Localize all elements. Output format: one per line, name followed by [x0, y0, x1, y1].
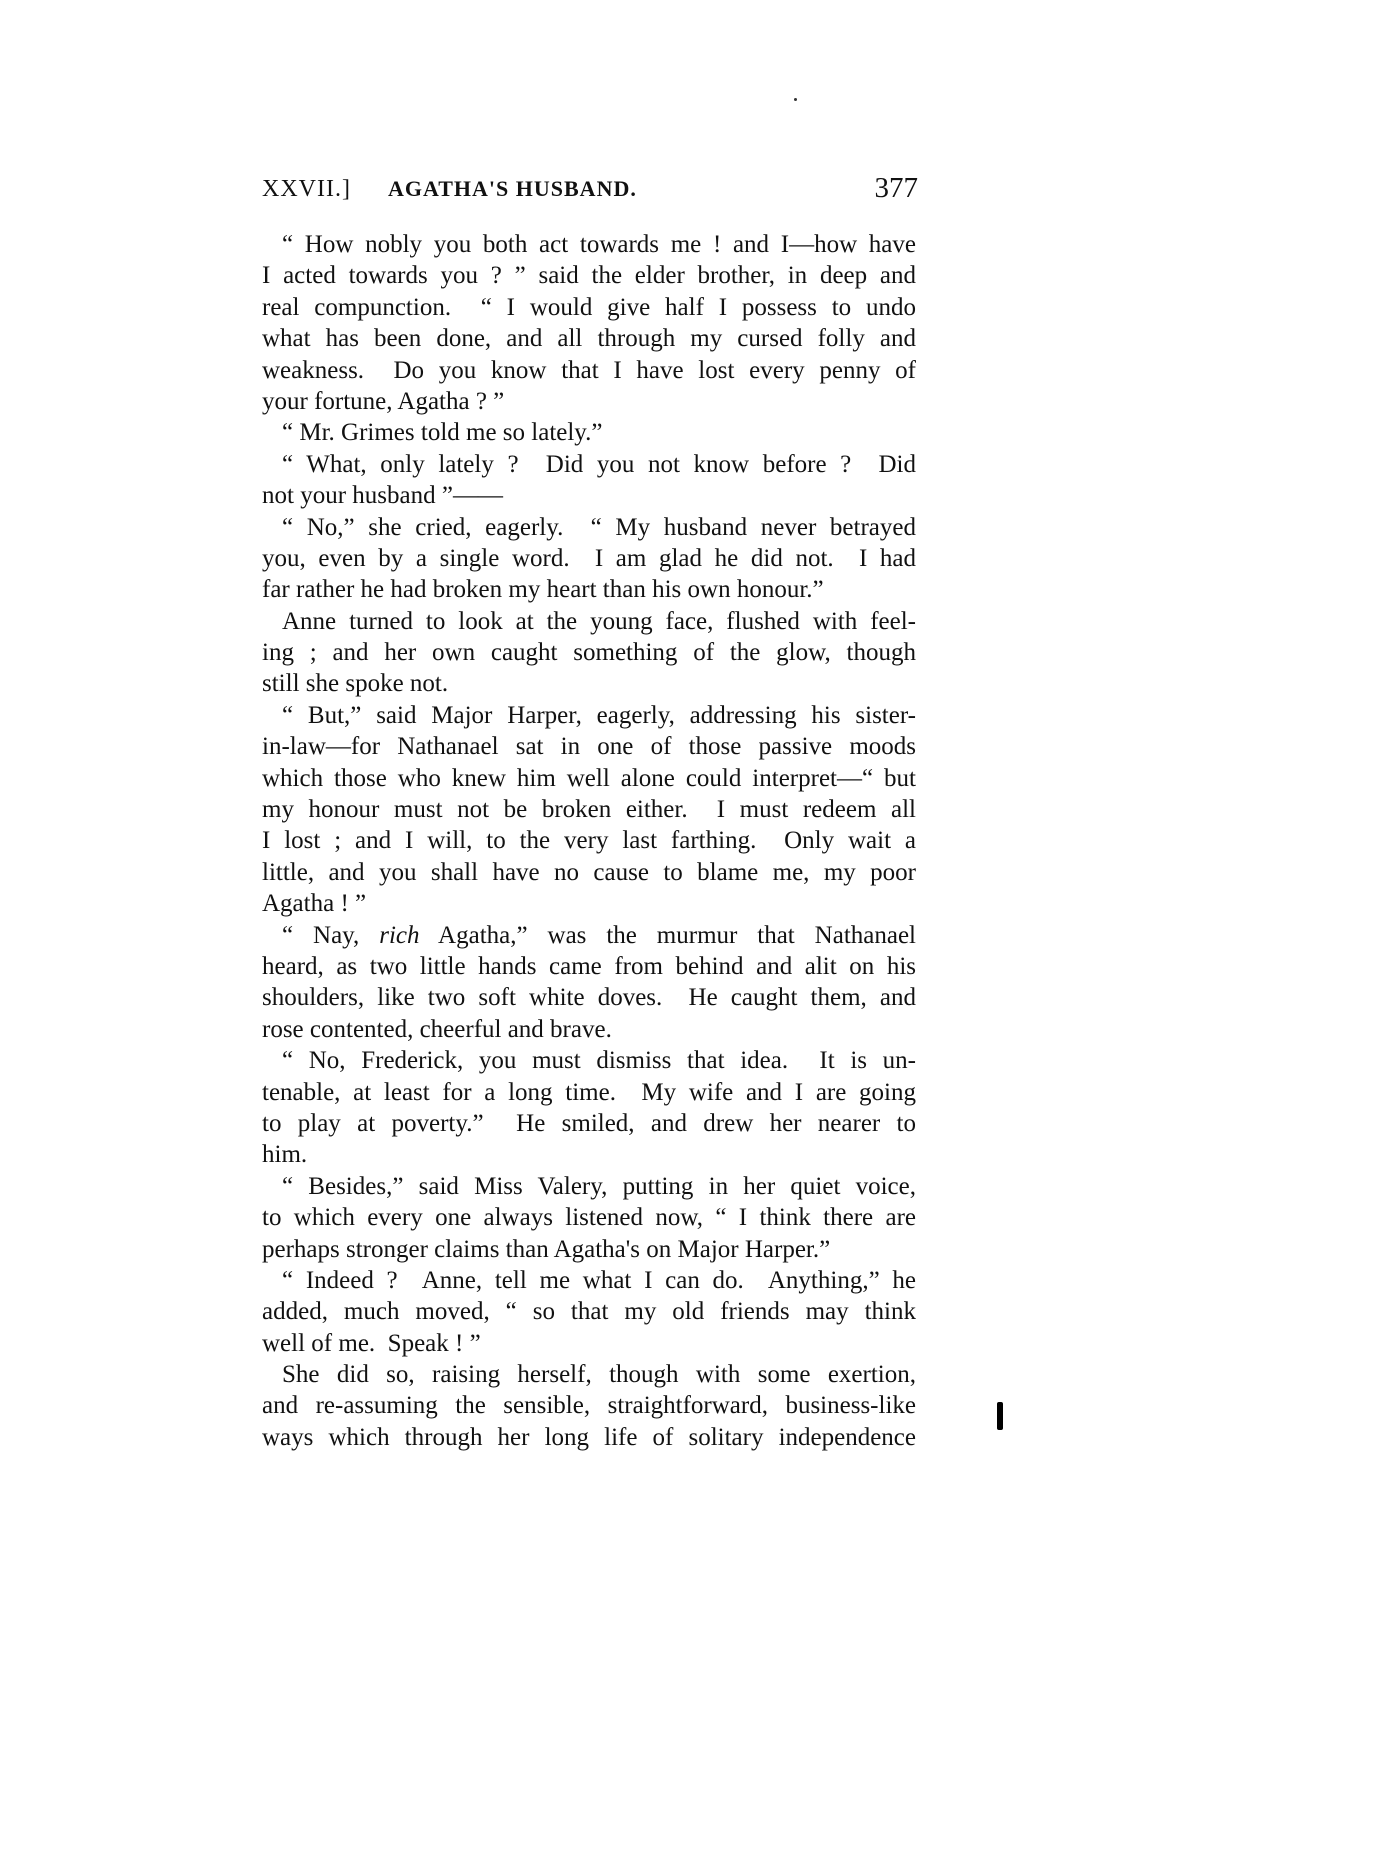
- text-segment: “ Indeed ? Anne, tell me what I can do. Anything,” he: [282, 1266, 916, 1294]
- text-line: [262, 229, 916, 260]
- text-line: [262, 668, 916, 699]
- text-segment: Anne turned to look at the young face, flushed with feel-: [282, 607, 916, 635]
- running-title: AGATHA'S HUSBAND.: [388, 176, 637, 201]
- text-segment: perhaps stronger claims than Agatha's on Major Harper.”: [262, 1235, 831, 1263]
- text-line: [262, 1422, 916, 1453]
- text-segment: little, and you shall have no cause to blame me, my poor: [262, 858, 916, 886]
- text-segment: “ No, Frederick, you must dismiss that idea. It is un-: [282, 1047, 916, 1075]
- text-line: [262, 1202, 916, 1233]
- scan-ink-mark: [997, 1402, 1003, 1430]
- text-segment: what has been done, and all through my cursed folly and: [262, 325, 916, 353]
- italic-text: rich: [379, 921, 420, 949]
- text-segment: in-law—for Nathanael sat in one of those passive moods: [262, 733, 916, 761]
- text-segment: rose contented, cheerful and brave.: [262, 1015, 612, 1043]
- text-line: [262, 951, 916, 982]
- text-segment: “ But,” said Major Harper, eagerly, addressing his sister-: [282, 701, 916, 729]
- text-segment: She did so, raising herself, though with some exertion,: [282, 1361, 916, 1389]
- text-segment: well of me. Speak ! ”: [262, 1329, 481, 1357]
- text-segment: “ How nobly you both act towards me ! and I—how have: [282, 231, 916, 258]
- text-line: [262, 1139, 916, 1170]
- text-segment: which those who knew him well alone could interpret—“ but: [262, 764, 916, 792]
- text-line: [262, 1045, 916, 1076]
- text-segment: ways which through her long life of solitary independence: [262, 1423, 916, 1451]
- text-segment: to play at poverty.” He smiled, and drew her nearer to: [262, 1109, 916, 1137]
- text-line: [262, 1014, 916, 1045]
- text-segment: I lost ; and I will, to the very last farthing. Only wait a: [262, 827, 916, 855]
- text-segment: Agatha,” was the murmur that Nathanael: [419, 921, 916, 949]
- text-line: [262, 1265, 916, 1296]
- text-line: [262, 920, 916, 951]
- text-line: [262, 543, 916, 574]
- text-line: [262, 606, 916, 637]
- text-line: [262, 1296, 916, 1327]
- text-line: [262, 1171, 916, 1202]
- text-segment: your fortune, Agatha ? ”: [262, 387, 505, 415]
- text-line: [262, 574, 916, 605]
- text-line: [262, 355, 916, 386]
- running-header: [262, 172, 918, 212]
- page-number: 377: [874, 172, 918, 204]
- text-segment: “ No,” she cried, eagerly. “ My husband never betrayed: [282, 513, 916, 541]
- text-segment: and re-assuming the sensible, straightforward, business-like: [262, 1392, 916, 1420]
- text-line: [262, 417, 916, 448]
- text-line: [262, 1359, 916, 1390]
- text-segment: my honour must not be broken either. I must redeem all: [262, 796, 916, 824]
- text-line: [262, 512, 916, 543]
- text-line: [262, 1390, 916, 1421]
- text-line: [262, 794, 916, 825]
- text-segment: “ Nay,: [282, 921, 380, 949]
- text-line: [262, 292, 916, 323]
- text-segment: ing ; and her own caught something of the glow, though: [262, 639, 916, 667]
- text-segment: you, even by a single word. I am glad he did not. I had: [262, 544, 916, 572]
- text-line: [262, 260, 916, 291]
- text-segment: tenable, at least for a long time. My wife and I are going: [262, 1078, 916, 1106]
- text-line: [262, 825, 916, 856]
- text-line: [262, 857, 916, 888]
- text-segment: far rather he had broken my heart than his own honour.”: [262, 576, 824, 604]
- text-segment: “ Besides,” said Miss Valery, putting in her quiet voice,: [282, 1172, 916, 1200]
- text-line: [262, 1328, 916, 1359]
- scan-speck: [794, 98, 797, 101]
- text-line: [262, 386, 916, 417]
- text-line: [262, 1234, 916, 1265]
- text-line: [262, 763, 916, 794]
- text-line: [262, 323, 916, 354]
- text-segment: shoulders, like two soft white doves. He caught them, and: [262, 984, 916, 1012]
- text-segment: I acted towards you ? ” said the elder brother, in deep and: [262, 262, 916, 290]
- text-line: [262, 888, 916, 919]
- text-line: [262, 982, 916, 1013]
- text-segment: “ What, only lately ? Did you not know before ? Did: [282, 450, 916, 478]
- text-segment: still she spoke not.: [262, 670, 449, 698]
- text-segment: “ Mr. Grimes told me so lately.”: [282, 419, 603, 447]
- text-line: [262, 1108, 916, 1139]
- text-segment: added, much moved, “ so that my old friends may think: [262, 1298, 916, 1326]
- text-segment: him.: [262, 1141, 308, 1169]
- text-line: [262, 1077, 916, 1108]
- text-segment: to which every one always listened now, “ I think there are: [262, 1204, 916, 1232]
- body-text: [262, 229, 916, 1453]
- text-segment: real compunction. “ I would give half I possess to undo: [262, 293, 916, 321]
- text-line: [262, 449, 916, 480]
- chapter-number: XXVII.]: [262, 176, 351, 202]
- text-segment: not your husband ”——: [262, 482, 503, 510]
- text-line: [262, 731, 916, 762]
- text-segment: weakness. Do you know that I have lost every penny of: [262, 356, 916, 384]
- text-segment: Agatha ! ”: [262, 890, 367, 918]
- text-line: [262, 480, 916, 511]
- text-line: [262, 637, 916, 668]
- text-segment: heard, as two little hands came from behind and alit on his: [262, 952, 916, 980]
- text-line: [262, 700, 916, 731]
